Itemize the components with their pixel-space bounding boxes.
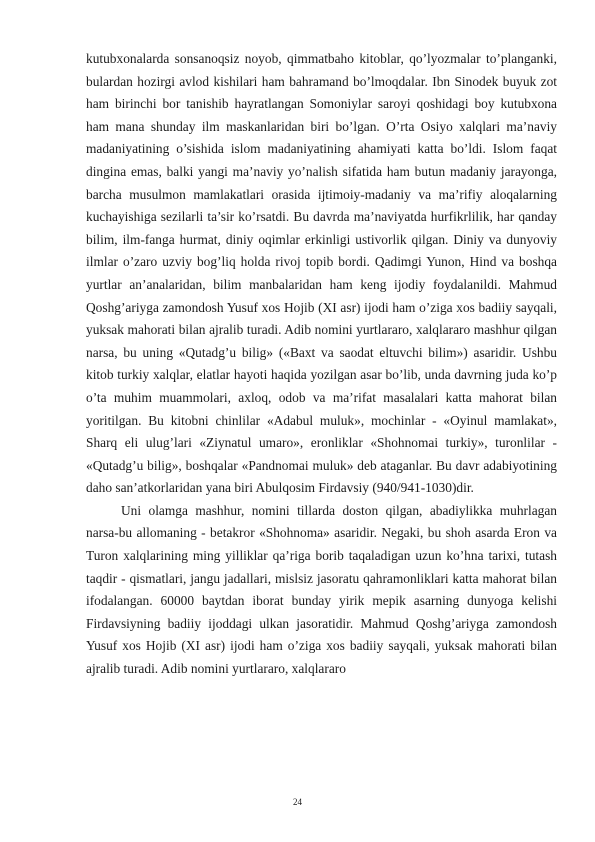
paragraph-2: Uni olamga mashhur, nomini tillarda doston qilgan, abadiylikka muhrlagan narsa-bu allomaning - betakror «Shohnoma» asaridir. Negaki, bu shoh asarda Eron va Turon xalqlarining ming yilliklar qa’riga borib taqaladigan uzun ko’hna tarixi, tutash taqdir - qismatlari, jangu jadallari, mislsiz jasoratu qahramonliklari katta mahorat bilan ifodalangan. 60000 baytdan iborat bunday yirik mepik asarning dunyoga kelishi Firdavsiyning badiiy ijoddagi ulkan jasoratidir. Mahmud Qoshg’ariyga zamondosh Yusuf xos Hojib (XI asr) ijodi ham o’ziga xos badiiy sayqali, yuksak mahorati bilan ajralib turadi. Adib nomini yurtlararo, xalqlararo — [86, 502, 557, 677]
paragraph-1: kutubxonalarda sonsanoqsiz noyob, qimmatbaho kitoblar, qo’lyozmalar to’planganki, bulardan hozirgi avlod kishilari ham bahramand bo’lmoqdalar. Ibn Sinodek buyuk zot ham birinchi bor tanishib hayratlangan Somoniylar saroyi qoshidagi boy kutubxona ham mana shunday ilm maskanlaridan biri bo’lgan. O’rta Osiyo xalqlari ma’naviy madaniyatining o’sishida islom madaniyatining ahamiyati katta bo’ldi. Islom faqat dingina emas, balki yangi ma’naviy yo’nalish sifatida ham butun madaniy jarayonga, barcha musulmon mamlakatlari orasida ijtimoiy-madaniy va ma’rifiy aloqalarning kuchayishiga sezilarli ta’sir ko’rsatdi. Bu davrda ma’naviyatda hurfikrlilik, har qanday bilim, ilm-fanga hurmat, diniy oqimlar erkinligi ustivorlik qilgan. Diniy va dunyoviy ilmlar o’zaro uzviy bog’liq holda rivoj topib bordi. Qadimgi Yunon, Hind va boshqa yurtlar an’analaridan, bilim manbalaridan ham keng ijodiy foydalanildi. Mahmud Qoshg’ariyga zamondosh Yusuf xos Hojib (XI asr) ijodi ham o’ziga xos badiiy sayqali, yuksak mahorati bilan ajralib turadi. Adib nomini yurtlararo, xalqlararo mashhur qilgan narsa, bu uning «Qutadg’u bilig» («Baxt va saodat eltuvchi bilim») asaridir. Ushbu kitob turkiy xalqlar, elatlar hayoti haqida yozilgan asar bo’lib, unda davrning juda ko’p o’ta muhim muammolari, axloq, odob va ma’rifat masalalari katta mahorat bilan yoritilgan. Bu kitobni chinlilar «Adabul muluk», mochinlar - «Oyinul mamlakat», Sharq eli ulug’lari «Ziynatul umaro», eronliklar «Shohnomai turkiy», turonlilar - «Qutadg’u bilig», boshqalar «Pandnomai muluk» deb ataganlar. Bu davr adabiyotining daho san’atkorlaridan yana biri Abulqosim Firdavsiy (940/941-1030)dir. — [86, 51, 557, 496]
body-text — [86, 48, 557, 681]
page-number: 24 — [293, 797, 302, 807]
